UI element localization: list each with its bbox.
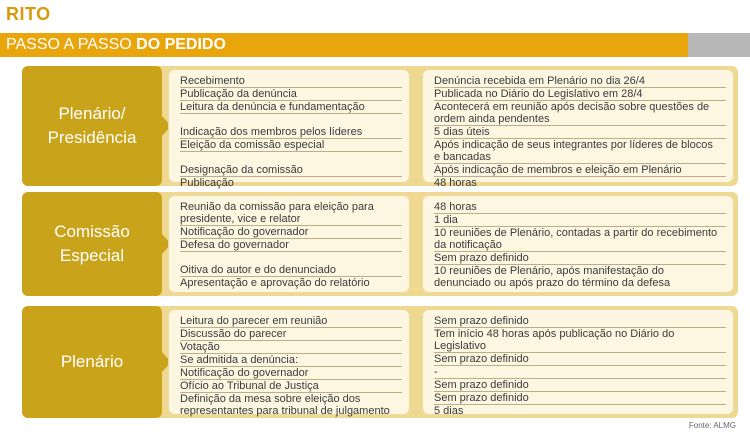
step-item: Apresentação e aprovação do relatório xyxy=(180,277,370,289)
step-item: Ofício ao Tribunal de Justiça xyxy=(180,380,402,393)
page-title: RITO xyxy=(6,4,51,24)
deadline-item: Publicada no Diário do Legislativo em 28/4 xyxy=(434,88,726,101)
deadline-item: Sem prazo definido xyxy=(434,392,726,405)
section-label: Comissão Especial xyxy=(54,222,130,265)
step-item: Leitura do parecer em reunião xyxy=(180,315,402,328)
deadline-item: 10 reuniões de Plenário, contadas a partir do recebimento da notificação xyxy=(434,227,726,252)
deadline-item: 48 horas xyxy=(434,201,726,214)
section-plenario xyxy=(22,306,738,418)
step-item: Votação xyxy=(180,341,402,354)
step-item: Publicação xyxy=(180,177,234,189)
step-item: Indicação dos membros pelos líderes xyxy=(180,126,402,139)
step-item: Leitura da denúncia e fundamentação xyxy=(180,101,402,114)
deadlines-list xyxy=(434,201,726,289)
steps-panel xyxy=(168,309,410,415)
section-label: Plenário xyxy=(60,352,124,371)
deadline-item: Sem prazo definido xyxy=(434,252,726,265)
step-item: Notificação do governador xyxy=(180,367,402,380)
step-item: Oitiva do autor e do denunciado xyxy=(180,264,402,277)
subheader-prefix: PASSO A PASSO xyxy=(6,36,132,53)
deadline-item: 48 horas xyxy=(434,177,477,189)
steps-panel xyxy=(168,69,410,189)
deadline-item: 1 dia xyxy=(434,214,726,227)
deadline-item: Sem prazo definido xyxy=(434,379,726,392)
steps-list xyxy=(180,75,402,189)
step-item: Se admitida a denúncia: xyxy=(180,354,402,367)
deadline-item: 5 dias úteis xyxy=(434,126,726,139)
deadlines-list xyxy=(434,75,726,189)
step-item: Publicação da denúncia xyxy=(180,88,402,101)
deadline-item: Sem prazo definido xyxy=(434,315,726,328)
deadline-item: Acontecerá em reunião após decisão sobre questões de ordem ainda pendentes xyxy=(434,101,726,126)
steps-list xyxy=(180,315,402,417)
deadline-item: Tem início 48 horas após publicação no Diário do Legislativo xyxy=(434,328,726,353)
section-label: Plenário/ Presidência xyxy=(47,104,137,147)
step-item: Eleição da comissão especial xyxy=(180,139,402,152)
step-item: Reunião da comissão para eleição para presidente, vice e relator xyxy=(180,201,402,226)
deadlines-panel xyxy=(422,69,734,189)
deadline-item: 10 reuniões de Plenário, após manifestação do denunciado ou após prazo do término da defesa xyxy=(434,265,671,289)
deadline-item: 5 dias xyxy=(434,405,464,417)
steps-list xyxy=(180,201,402,289)
steps-panel xyxy=(168,195,410,293)
step-item: Discussão do parecer xyxy=(180,328,402,341)
deadlines-panel xyxy=(422,309,734,415)
step-item: Notificação do governador xyxy=(180,226,402,239)
subheader-gray-block xyxy=(688,33,750,57)
deadline-item: Denúncia recebida em Plenário no dia 26/4 xyxy=(434,75,726,88)
step-item: Defesa do governador xyxy=(180,239,402,252)
subheader-banner xyxy=(0,33,750,57)
subheader-bold: DO PEDIDO xyxy=(136,36,226,53)
section-plenario-presidencia xyxy=(22,66,738,189)
step-item: Designação da comissão xyxy=(180,164,402,177)
section-label-box xyxy=(22,66,162,186)
deadlines-list xyxy=(434,315,726,417)
section-comissao-especial xyxy=(22,192,738,296)
step-item: Definição da mesa sobre eleição dos representantes para tribunal de julgamento xyxy=(180,393,390,417)
section-label-box xyxy=(22,306,162,418)
step-item: Recebimento xyxy=(180,75,402,88)
subheader-title xyxy=(6,36,226,54)
section-label-box xyxy=(22,192,162,296)
deadline-item: Após indicação de membros e eleição em Plenário xyxy=(434,164,726,177)
source-credit: Fonte: ALMG xyxy=(688,421,736,430)
deadline-item: Sem prazo definido xyxy=(434,353,726,366)
deadline-item: - xyxy=(434,366,726,379)
deadlines-panel xyxy=(422,195,734,293)
deadline-item: Após indicação de seus integrantes por líderes de blocos e bancadas xyxy=(434,139,726,164)
